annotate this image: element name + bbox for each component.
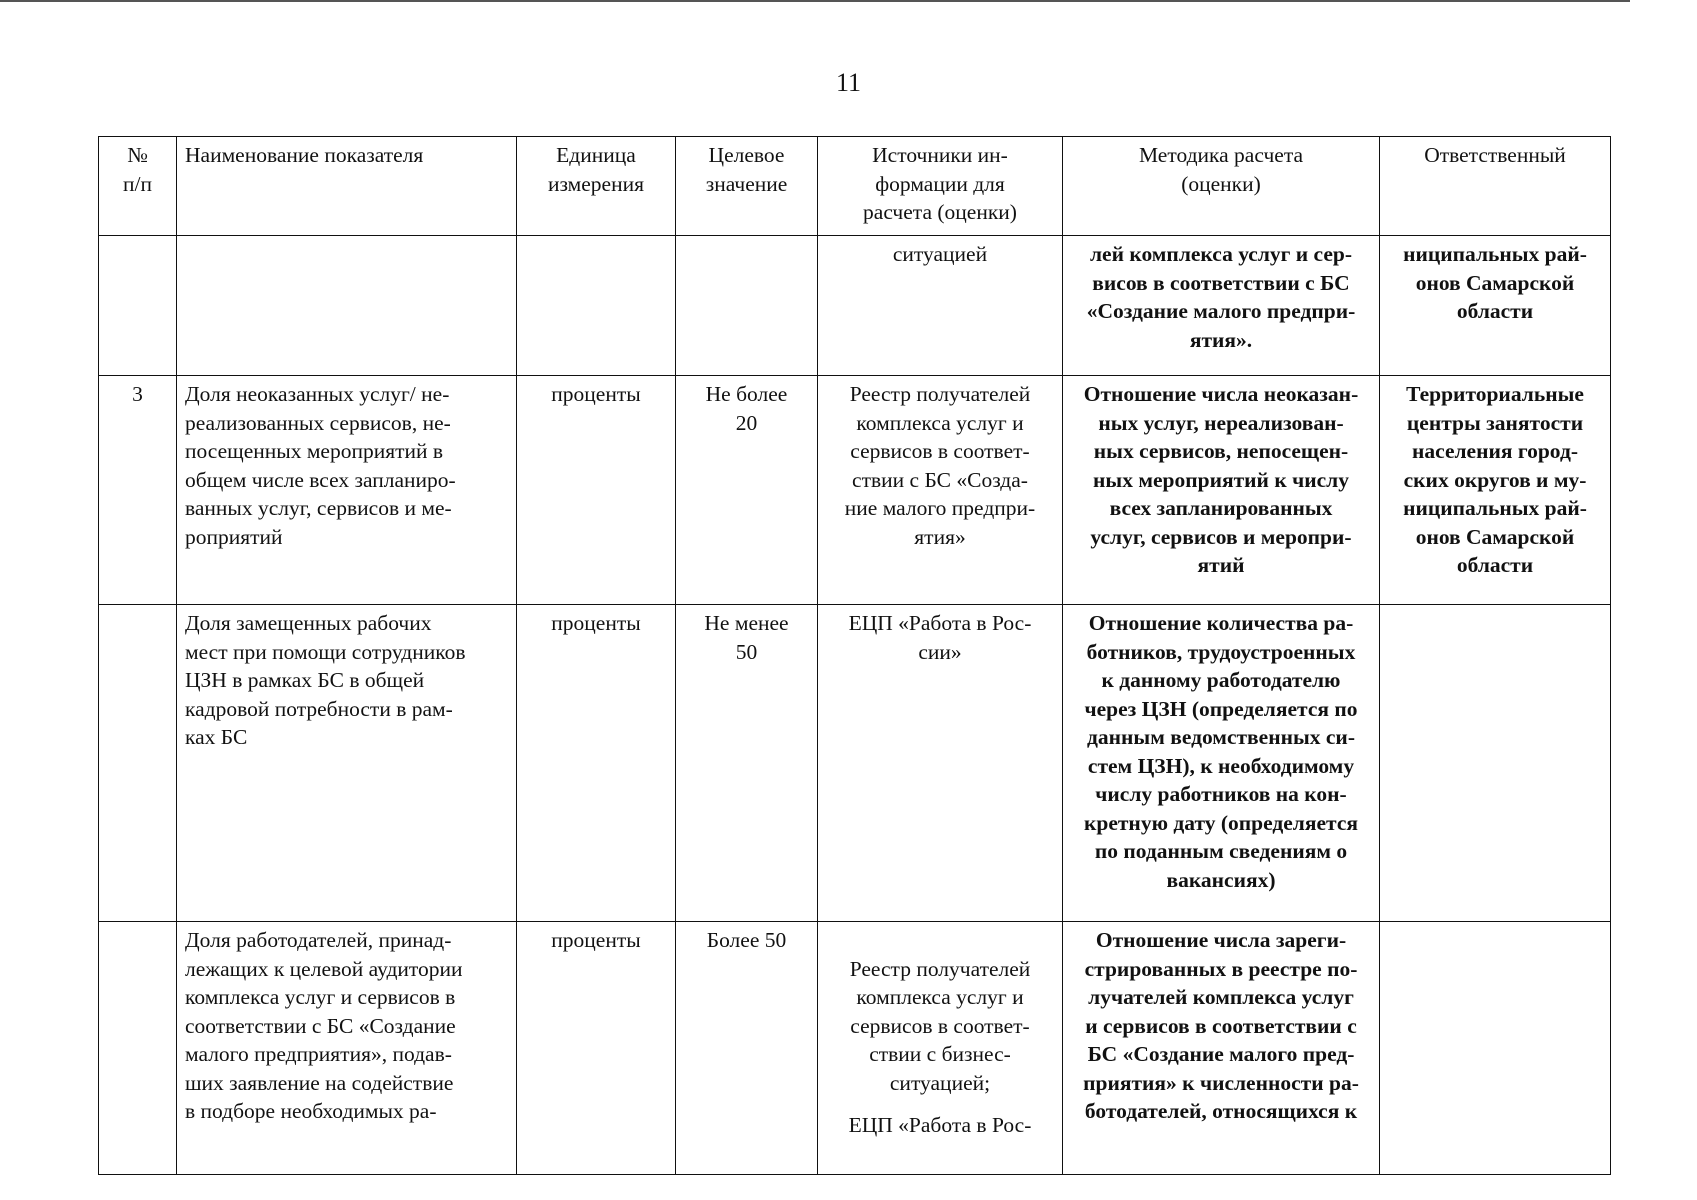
indicators-table xyxy=(98,136,1611,1175)
cell-target: Не менее 50 xyxy=(676,605,818,922)
cell-target: Не более 20 xyxy=(676,376,818,605)
cell-name xyxy=(177,236,517,376)
header-num: № п/п xyxy=(99,137,177,236)
table-row xyxy=(99,605,1611,922)
header-method: Методика расчета (оценки) xyxy=(1063,137,1380,236)
cell-num xyxy=(99,605,177,922)
cell-sources: ситуацией xyxy=(818,236,1063,376)
header-sources: Источники ин- формации для расчета (оценки) xyxy=(818,137,1063,236)
cell-name: Доля замещенных рабочих мест при помощи сотрудников ЦЗН в рамках БС в общей кадровой потребности в рам- ках БС xyxy=(177,605,517,922)
cell-responsible: ниципальных рай- онов Самарской области xyxy=(1380,236,1611,376)
cell-method: Отношение числа неоказан- ных услуг, нереализован- ных сервисов, непосещен- ных мероприятий к числу всех запланированных услуг, сервисов и меропри- ятий xyxy=(1063,376,1380,605)
top-rule xyxy=(0,0,1630,2)
cell-sources: ЕЦП «Работа в Рос- сии» xyxy=(818,605,1063,922)
cell-sources xyxy=(818,922,1063,1175)
cell-responsible xyxy=(1380,605,1611,922)
cell-name: Доля работодателей, принад- лежащих к целевой аудитории комплекса услуг и сервисов в соответствии с БС «Создание малого предприятия», подав- ших заявление на содействие в подборе необходимых ра- xyxy=(177,922,517,1175)
header-name: Наименование показателя xyxy=(177,137,517,236)
cell-sources: Реестр получателей комплекса услуг и сервисов в соответ- ствии с БС «Созда- ние малого предпри- ятия» xyxy=(818,376,1063,605)
cell-method: лей комплекса услуг и сер- висов в соответствии с БС «Создание малого предпри- ятия». xyxy=(1063,236,1380,376)
table-header-row xyxy=(99,137,1611,236)
table-row xyxy=(99,236,1611,376)
table-row xyxy=(99,922,1611,1175)
cell-num xyxy=(99,922,177,1175)
cell-target: Более 50 xyxy=(676,922,818,1175)
cell-responsible: Территориальные центры занятости населения город- ских округов и му- ниципальных рай- онов Самарской области xyxy=(1380,376,1611,605)
cell-unit xyxy=(517,236,676,376)
page-number: 11 xyxy=(835,68,862,97)
cell-num: 3 xyxy=(99,376,177,605)
cell-num xyxy=(99,236,177,376)
cell-method: Отношение числа зареги- стрированных в реестре по- лучателей комплекса услуг и сервисов в соответствии с БС «Создание малого пред- приятия» к численности ра- ботодателей, относящихся к xyxy=(1063,922,1380,1175)
cell-responsible xyxy=(1380,922,1611,1175)
table-row xyxy=(99,376,1611,605)
cell-unit: проценты xyxy=(517,922,676,1175)
header-unit: Единица измерения xyxy=(517,137,676,236)
header-target: Целевое значение xyxy=(676,137,818,236)
cell-sources-main: Реестр получателей комплекса услуг и сервисов в соответ- ствии с бизнес- ситуацией; xyxy=(849,956,1031,1095)
cell-unit: проценты xyxy=(517,605,676,922)
header-responsible: Ответственный xyxy=(1380,137,1611,236)
cell-sources-extra: ЕЦП «Работа в Рос- xyxy=(848,1113,1032,1137)
cell-method: Отношение количества ра- ботников, трудоустроенных к данному работодателю через ЦЗН (определяется по данным ведомственных си- стем ЦЗН), к необходимому числу работников на кон- кретную дату (определяется по поданным сведениям о вакансиях) xyxy=(1063,605,1380,922)
cell-target xyxy=(676,236,818,376)
cell-name: Доля неоказанных услуг/ не- реализованных сервисов, не- посещенных мероприятий в общем числе всех запланиро- ванных услуг, сервисов и ме- роприятий xyxy=(177,376,517,605)
cell-unit: проценты xyxy=(517,376,676,605)
